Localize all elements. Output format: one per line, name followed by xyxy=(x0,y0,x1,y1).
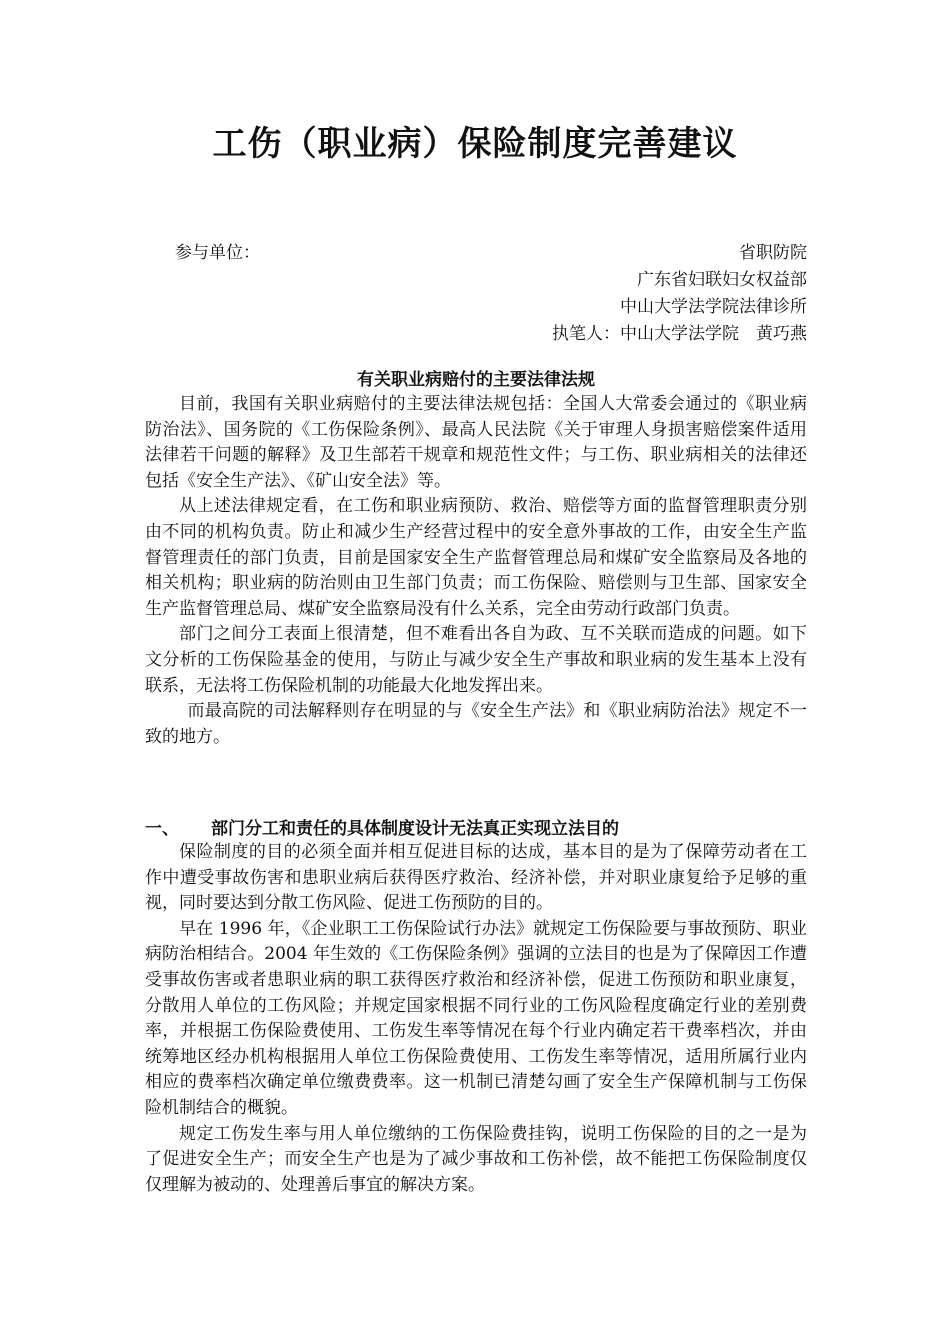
section-number: 一、 xyxy=(145,819,179,839)
author-line: 执笔人：中山大学法学院 黄巧燕 xyxy=(552,324,807,344)
paragraph: 保险制度的目的必须全面并相互促进目标的达成，基本目的是为了保障劳动者在工作中遭受事故伤害和患职业病后获得医疗救治、经济补偿，并对职业康复给予足够的重视，同时要达到分散工伤风险、促进工伤预防的目的。 xyxy=(145,842,807,914)
paragraph: 规定工伤发生率与用人单位缴纳的工伤保险费挂钩，说明工伤保险的目的之一是为了促进安全生产；而安全生产也是为了减少事故和工伤补偿，故不能把工伤保险制度仅仅理解为被动的、处理善后事宜的解决方案。 xyxy=(145,1123,807,1195)
paragraph: 目前，我国有关职业病赔付的主要法律法规包括：全国人大常委会通过的《职业病防治法》、国务院的《工伤保险条例》、最高人民法院《关于审理人身损害赔偿案件适用法律若干问题的解释》及卫生部若干规章和规范性文件；与工伤、职业病相关的法律还包括《安全生产法》、《矿山安全法》等。 xyxy=(145,394,807,491)
paragraph: 部门之间分工表面上很清楚，但不难看出各自为政、互不关联而造成的问题。如下文分析的工伤保险基金的使用，与防止与减少安全生产事故和职业病的发生基本上没有联系，无法将工伤保险机制的功能最大化地发挥出来。 xyxy=(145,624,807,696)
section-one-body xyxy=(145,840,807,1198)
paragraph: 从上述法律规定看，在工伤和职业病预防、救治、赔偿等方面的监督管理职责分别由不同的机构负责。防止和减少生产经营过程中的安全意外事故的工作，由安全生产监督管理责任的部门负责，目前是国家安全生产监督管理总局和煤矿安全监察局及各地的相关机构；职业病的防治则由卫生部门负责；而工伤保险、赔偿则与卫生部、国家安全生产监督管理总局、煤矿安全监察局没有什么关系，完全由劳动行政部门负责。 xyxy=(145,496,807,619)
participants-block xyxy=(145,240,807,348)
participants-label: 参与单位： xyxy=(175,243,260,263)
participant-org: 省职防院 xyxy=(739,243,807,263)
participant-org: 中山大学法学院法律诊所 xyxy=(620,297,807,317)
laws-section-body xyxy=(145,392,807,750)
section-one-title: 部门分工和责任的具体制度设计无法真正实现立法目的 xyxy=(211,819,619,839)
document-title: 工伤（职业病）保险制度完善建议 xyxy=(212,124,738,164)
participant-org: 广东省妇联妇女权益部 xyxy=(637,270,807,290)
paragraph: 而最高院的司法解释则存在明显的与《安全生产法》和《职业病防治法》规定不一致的地方。 xyxy=(145,701,807,747)
laws-section-heading: 有关职业病赔付的主要法律法规 xyxy=(357,370,595,390)
paragraph: 早在 1996 年，《企业职工工伤保险试行办法》就规定工伤保险要与事故预防、职业病防治相结合。2004 年生效的《工伤保险条例》强调的立法目的也是为了保障因工作遭受事故伤害或者患职业病的职工获得医疗救治和经济补偿，促进工伤预防和职业康复，分散用人单位的工伤风险；并规定国家根据不同行业的工伤风险程度确定行业的差别费率，并根据工伤保险费使用、工伤发生率等情况在每个行业内确定若干费率档次，并由统筹地区经办机构根据用人单位工伤保险费使用、工伤发生率等情况，适用所属行业内相应的费率档次确定单位缴费费率。这一机制已清楚勾画了安全生产保障机制与工伤保险机制结合的概貌。 xyxy=(145,918,807,1118)
section-one-heading xyxy=(145,816,807,842)
